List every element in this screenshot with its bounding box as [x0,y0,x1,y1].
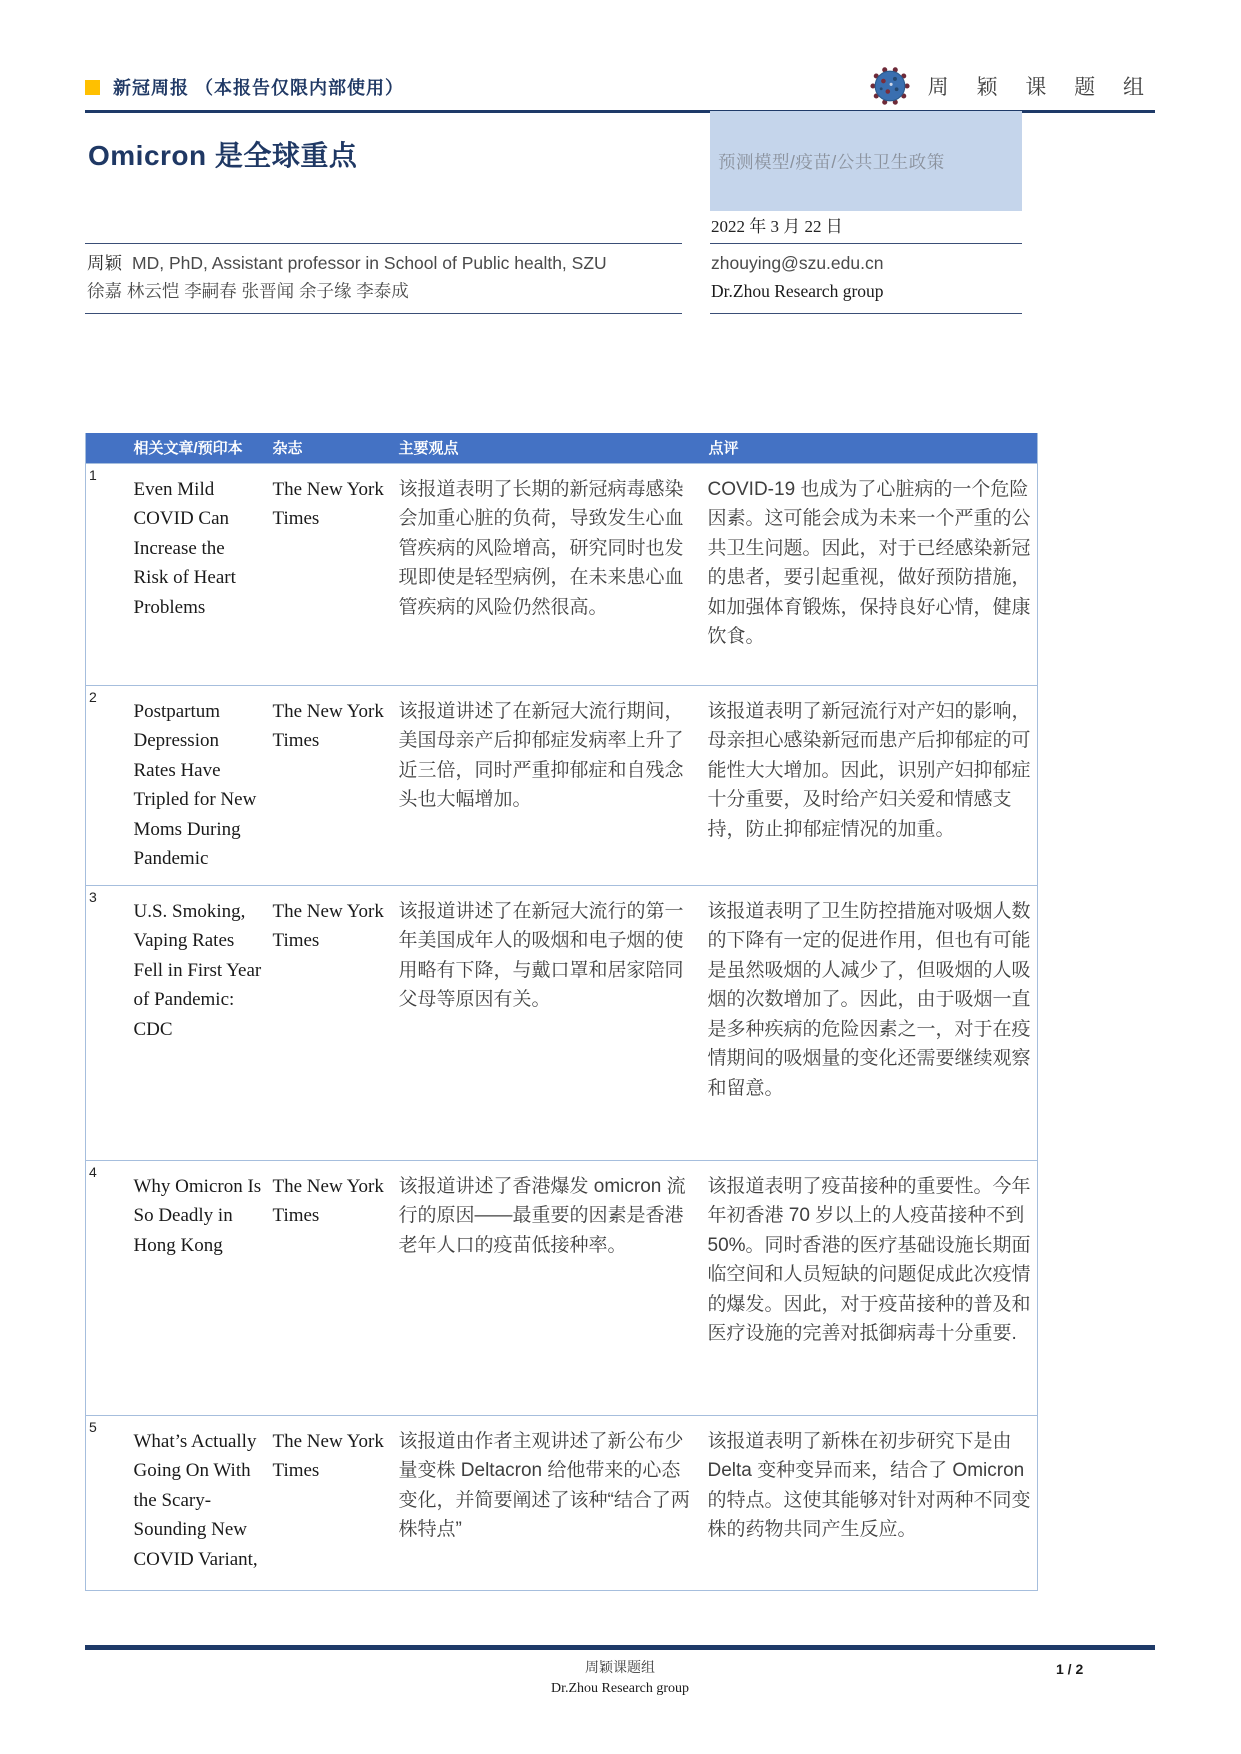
research-group-name: 周 颖 课 题 组 [927,76,1155,99]
journal-cell: The New York Times [272,700,384,751]
viewpoint-cell: 该报道讲述了在新冠大流行期间，美国母亲产后抑郁症发病率上升了近三倍，同时严重抑郁症和自残念头也大幅增加。 [398,700,684,810]
footer-center [85,1657,1155,1699]
page-title: Omicron 是全球重点 [88,140,358,171]
viewpoint-cell: 该报道讲述了香港爆发 omicron 流行的原因——最重要的因素是香港老年人口的疫苗低接种率。 [398,1175,686,1256]
report-date: 2022 年 3 月 22 日 [711,217,843,236]
lead-author-line [87,249,682,277]
viewpoint-cell: 该报道讲述了在新冠大流行的第一年美国成年人的吸烟和电子烟的使用略有下降，与戴口罩和居家陪同父母等原因有关。 [398,900,684,1010]
header-cell-viewpoint: 主要观点 [398,440,459,458]
topics-text: 预测模型/疫苗/公共卫生政策 [718,151,945,172]
row-number: 2 [89,688,97,705]
header-cell-journal: 杂志 [272,440,303,458]
viewpoint-cell: 该报道由作者主观讲述了新公布少量变株 Deltacron 给他带来的心态变化，并简要阐述了该种“结合了两株特点” [398,1430,690,1540]
header-row [86,433,1038,463]
header-left [85,74,404,110]
footer-rule [85,1645,1155,1650]
team-members-line: 徐嘉 林云恺 李嗣春 张晋闻 余子缘 李泰成 [87,281,409,301]
table-row [86,885,1038,1160]
authors-block [85,243,682,314]
header-cell-number [86,433,131,463]
comment-cell: 该报道表明了新冠流行对产妇的影响，母亲担心感染新冠而患产后抑郁症的可能性大大增加。因此，识别产妇抑郁症十分重要，及时给产妇关爱和情感支持，防止抑郁症情况的加重。 [707,700,1031,840]
topics-box [710,111,1022,211]
table-row [86,1160,1038,1415]
contact-group-name: Dr.Zhou Research group [711,281,884,301]
articles-table [85,433,1038,1591]
contact-email: zhouying@szu.edu.cn [711,253,884,273]
article-title-cell: Postpartum Depression Rates Have Tripled for New Moms During Pandemic [133,700,257,869]
article-title-cell: U.S. Smoking, Vaping Rates Fell in First Year of Pandemic: CDC [133,900,262,1040]
virus-icon [868,64,912,108]
page-number: 1 / 2 [1056,1661,1084,1677]
journal-cell: The New York Times [272,900,384,951]
comment-cell: 该报道表明了卫生防控措施对吸烟人数的下降有一定的促进作用，但也有可能是虽然吸烟的人减少了，但吸烟的人吸烟的次数增加了。因此，由于吸烟一直是多种疾病的危险因素之一，对于在疫情期间的吸烟量的变化还需要继续观察和留意。 [707,900,1031,1099]
page-header [85,55,1155,113]
table-row [86,1415,1038,1590]
header-cell-comment: 点评 [708,440,739,458]
viewpoint-cell: 该报道表明了长期的新冠病毒感染会加重心脏的负荷，导致发生心血管疾病的风险增高，研究同时也发现即使是轻型病例，在未来患心血管疾病的风险仍然很高。 [398,478,684,618]
bullet-square-icon [85,80,100,95]
comment-cell: 该报道表明了新株在初步研究下是由 Delta 变种变异而来，结合了 Omicron 的特点。这使其能够对针对两种不同变株的药物共同产生反应。 [707,1430,1031,1540]
article-title-cell: Even Mild COVID Can Increase the Risk of Heart Problems [133,478,236,618]
journal-cell: The New York Times [272,1430,384,1481]
contact-block [710,243,1022,314]
header-right [868,64,1155,110]
table-row [86,685,1038,885]
footer-group-cn: 周颖课题组 [585,1659,655,1675]
row-number: 4 [89,1163,97,1180]
article-title-cell: What’s Actually Going On With the Scary-Sounding New COVID Variant, [133,1430,258,1570]
lead-author-credentials: MD, PhD, Assistant professor in School of Public health, SZU [132,253,607,273]
comment-cell: COVID-19 也成为了心脏病的一个危险因素。这可能会成为未来一个严重的公共卫生问题。因此，对于已经感染新冠的患者，要引起重视，做好预防措施，如加强体育锻炼，保持良好心情，健康饮食。 [707,478,1031,647]
article-title-cell: Why Omicron Is So Deadly in Hong Kong [133,1175,262,1256]
row-number: 5 [89,1418,97,1435]
lead-author-name: 周颖 [87,253,122,273]
articles-table-body [86,463,1038,1590]
report-label: 新冠周报 （本报告仅限内部使用） [113,78,404,98]
comment-cell: 该报道表明了疫苗接种的重要性。今年年初香港 70 岁以上的人疫苗接种不到 50%。同时香港的医疗基础设施长期面临空间和人员短缺的问题促成此次疫情的爆发。因此，对于疫苗接种的普及和医疗设施的完善对抵御病毒十分重要. [707,1175,1031,1344]
header-cell-article: 相关文章/预印本 [133,440,243,458]
row-number: 1 [89,466,97,483]
table-row [86,463,1038,685]
footer-group-en: Dr.Zhou Research group [550,1681,690,1696]
row-number: 3 [89,888,97,905]
journal-cell: The New York Times [272,1175,384,1226]
journal-cell: The New York Times [272,478,384,529]
articles-table-header [86,433,1038,463]
